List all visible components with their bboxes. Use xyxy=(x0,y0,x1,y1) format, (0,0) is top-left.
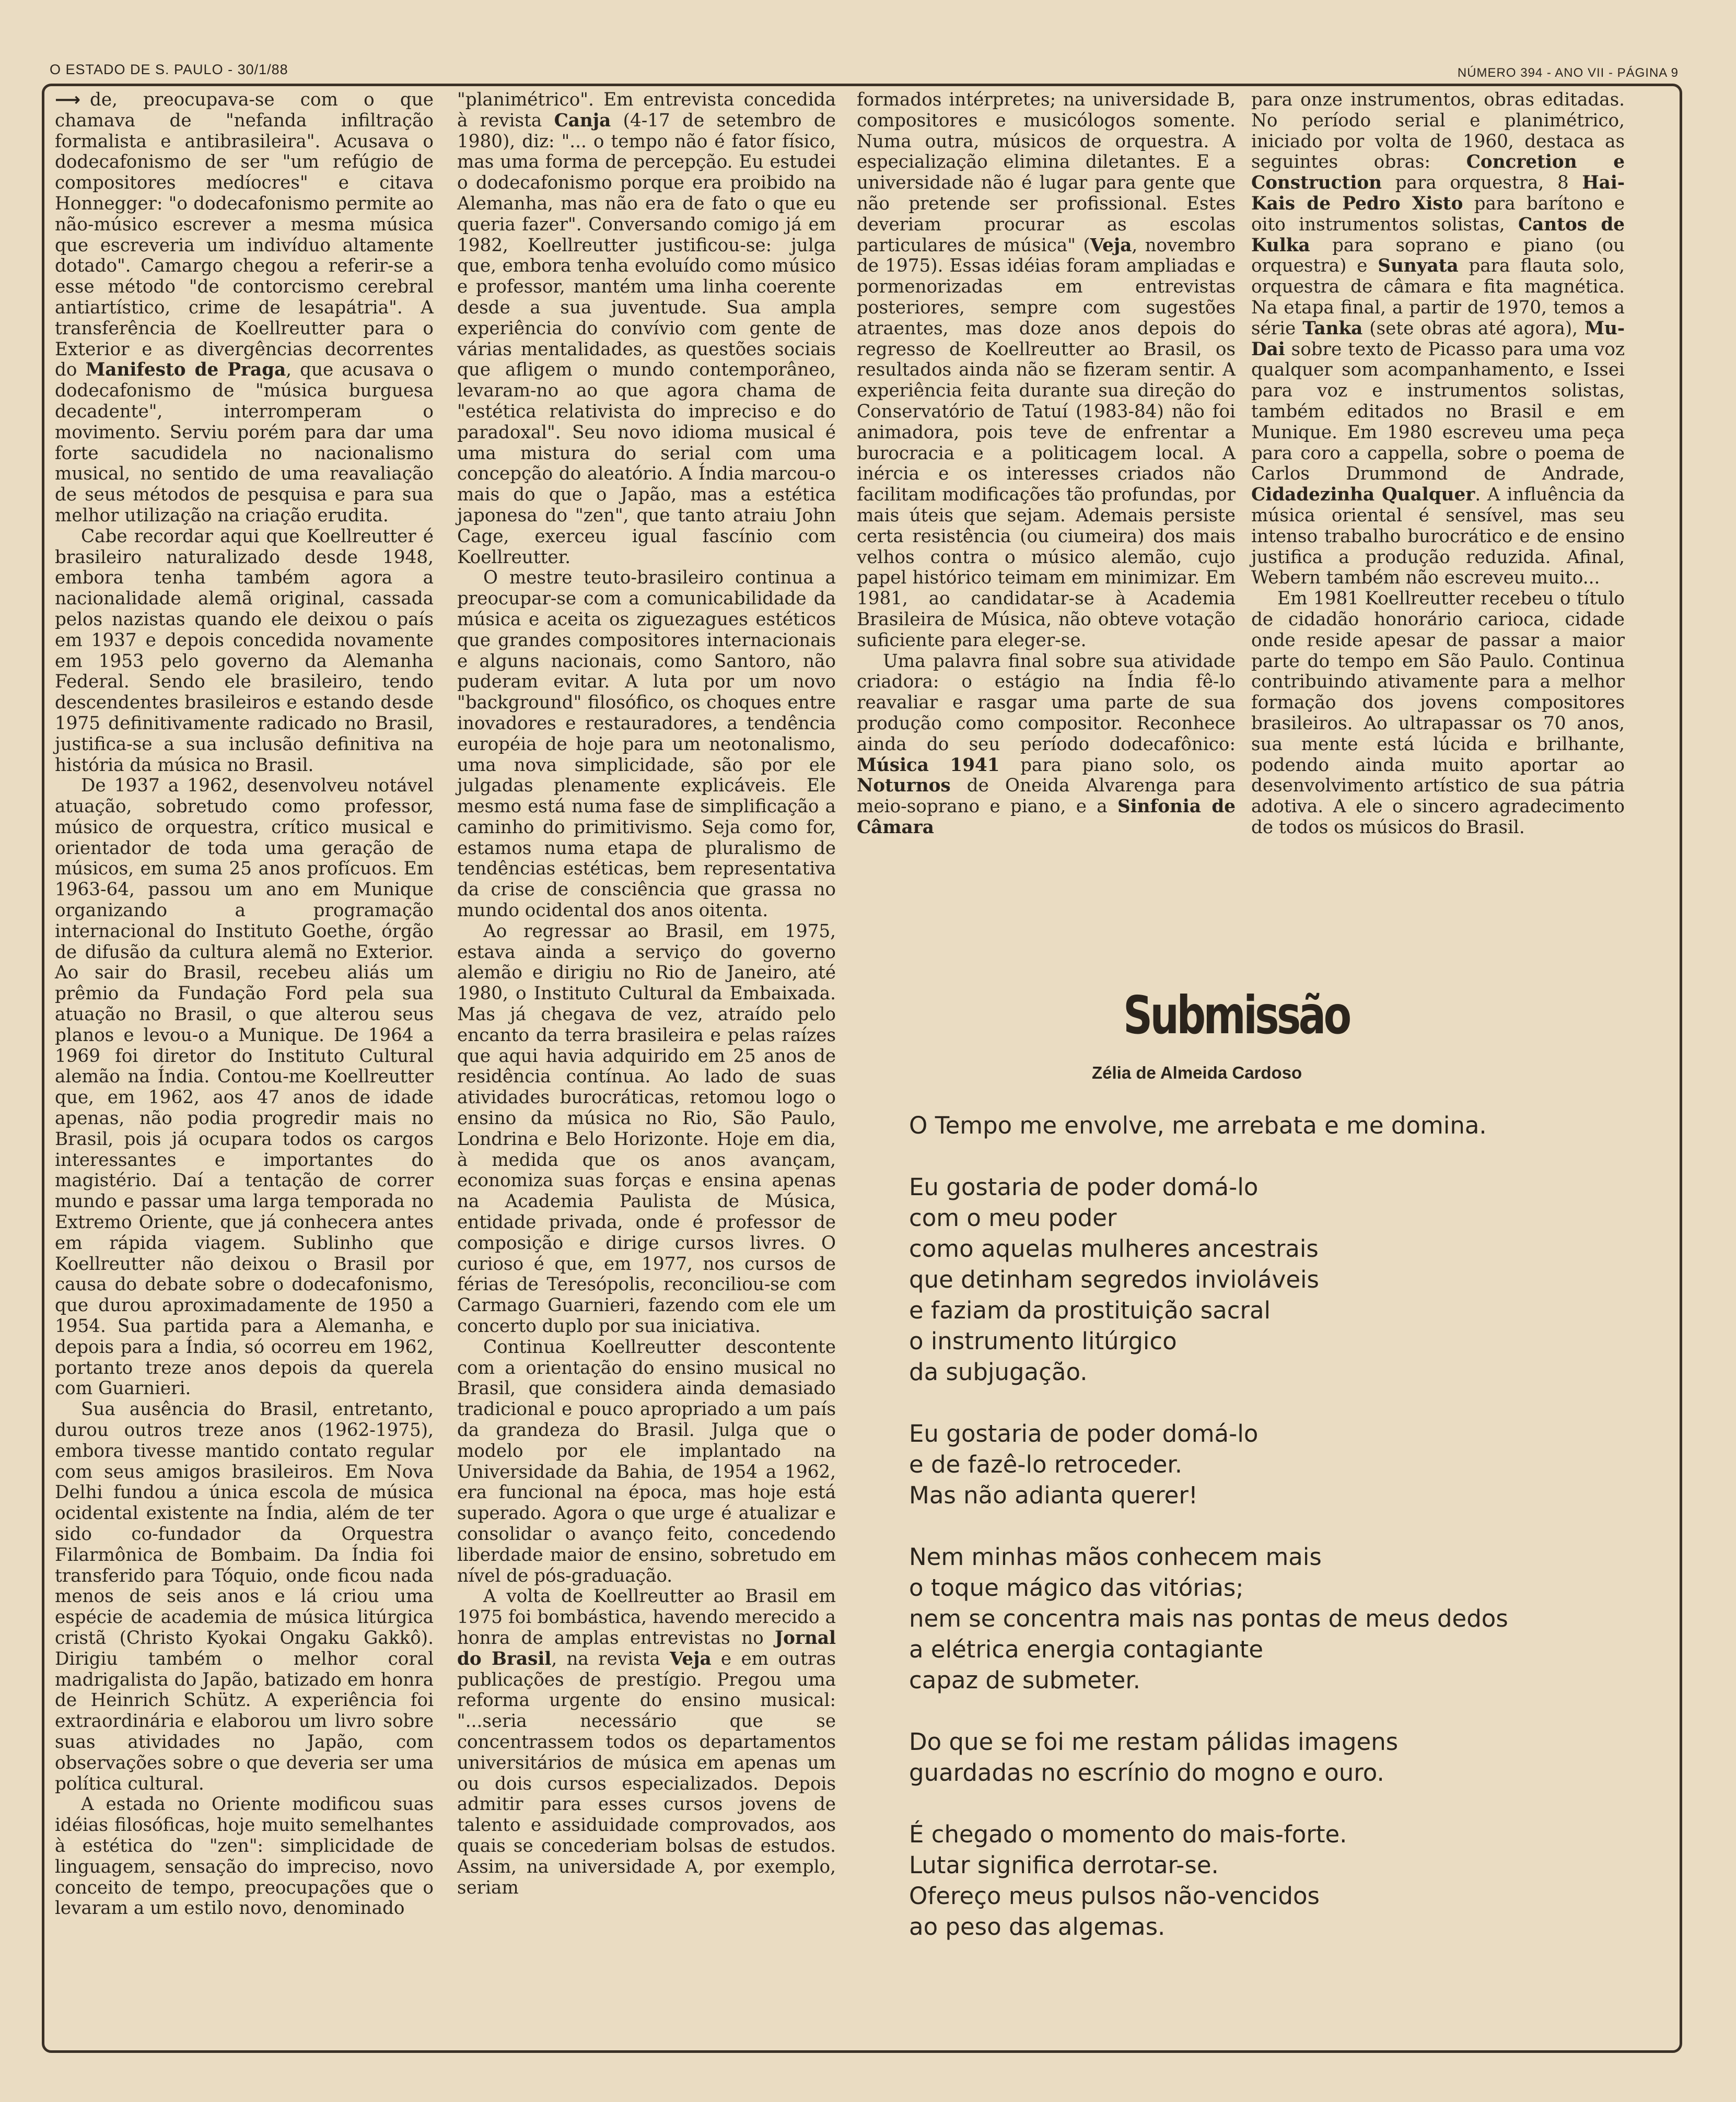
poem-line: nem se concentra mais nas pontas de meus dedos xyxy=(909,1605,1508,1632)
poem-line: É chegado o momento do mais-forte. xyxy=(909,1820,1347,1848)
poem-line: com o meu poder xyxy=(909,1204,1117,1232)
poem-line: Ofereço meus pulsos não-vencidos xyxy=(909,1882,1320,1910)
paragraph: Continua Koellreutter descontente com a orientação do ensino musical no Brasil, que considera ainda demasiado tradicional e pouco apropriado a um país da grandeza do Brasil. Julga que o modelo por ele implantado na Universidade da Bahia, de 1954 a 1962, era funcional na época, mas hoje está superado. Agora o que urge é atualizar e consolidar o avanço feito, concedendo liberdade maior de ensino, sobretudo em nível de pós-graduação. xyxy=(457,1336,836,1586)
newspaper-header: O ESTADO DE S. PAULO - 30/1/88 xyxy=(50,62,288,77)
paragraph: O mestre teuto-brasileiro continua a preocupar-se com a comunicabilidade da música e aceita os ziguezagues estéticos que grandes compositores internacionais e alguns nacionais, como Santoro, não puderam evitar. A luta por um novo "background" filosófico, os choques entre inovadores e restauradores, a tendência européia de hoje para um neotonalismo, uma nova simplicidade, são por ele julgadas plenamente explicáveis. Ele mesmo está numa fase de simplificação a caminho do primitivismo. Seja como for, estamos numa etapa de pluralismo de tendências estéticas, bem representativa da crise de consciência que grassa no mundo ocidental dos anos oitenta. xyxy=(457,567,836,921)
poem-author: Zélia de Almeida Cardoso xyxy=(1092,1063,1302,1082)
poem-line: Lutar significa derrotar-se. xyxy=(909,1851,1219,1879)
paragraph: formados intérpretes; na universidade B, compositores e musicólogos somente. Numa outra, músicos de orquestra. A especialização elimina diletantes. E a universidade não é lugar para gente que não pretende ser profissional. Estes deveriam procurar as escolas particulares de música" (Veja, novembro de 1975). Essas idéias foram ampliadas e pormenorizadas em entrevistas posteriores, sempre com sugestões atraentes, mas doze anos depois do regresso de Koellreutter ao Brasil, os resultados ainda não se fizeram sentir. A experiência feita durante sua direção do Conservatório de Tatuí (1983-84) não foi animadora, pois teve de enfrentar a burocracia e a politicagem local. A inércia e os interesses criados não facilitam modificações tão profundas, por mais úteis que sejam. Ademais persiste certa resistência (ou ciumeira) dos mais velhos contra o músico alemão, cujo papel histórico teimam em minimizar. Em 1981, ao candidatar-se à Academia Brasileira de Música, não obteve votação suficiente para eleger-se. xyxy=(857,89,1236,651)
poem-stanza xyxy=(909,1819,1640,1942)
poem-line: o instrumento litúrgico xyxy=(909,1327,1177,1355)
paragraph: Ao regressar ao Brasil, em 1975, estava ainda a serviço do governo alemão e dirigiu no Rio de Janeiro, até 1980, o Instituto Cultural da Embaixada. Mas já chegava de vez, atraído pelo encanto da terra brasileira e pelas raízes que aqui havia adquirido em 25 anos de residência contínua. Ao lado de suas atividades burocráticas, retomou logo o ensino da música no Rio, São Paulo, Londrina e Belo Horizonte. Hoje em dia, à medida que os anos avançam, economiza suas forças e ensina apenas na Academia Paulista de Música, entidade privada, onde é professor de composição e dirige cursos livres. O curioso é que, em 1977, nos cursos de férias de Teresópolis, reconciliou-se com Carmago Guarnieri, fazendo com ele um concerto duplo por sua iniciativa. xyxy=(457,920,836,1337)
poem-line: da subjugação. xyxy=(909,1358,1088,1386)
poem-title: Submissão xyxy=(1123,985,1349,1046)
continuation-arrow-icon: ⟶ xyxy=(55,89,81,110)
poem-stanza xyxy=(909,1542,1640,1696)
poem-line: Mas não adianta querer! xyxy=(909,1481,1198,1509)
poem-line: Nem minhas mãos conhecem mais xyxy=(909,1543,1322,1571)
paragraph: De 1937 a 1962, desenvolveu notável atuação, sobretudo como professor, músico de orquestra, crítico musical e orientador de toda uma geração de músicos, em suma 25 anos profícuos. Em 1963-64, passou um ano em Munique organizando a programação internacional do Instituto Goethe, órgão de difusão da cultura alemã no Exterior. Ao sair do Brasil, recebeu aliás um prêmio da Fundação Ford pela sua atuação no Brasil, o que alterou seus planos e levou-o a Munique. De 1964 a 1969 foi diretor do Instituto Cultural alemão na Índia. Contou-me Koellreutter que, em 1962, aos 47 anos de idade apenas, não podia progredir mais no Brasil, pois já ocupara todos os cargos interessantes e importantes do magistério. Daí a tentação de correr mundo e passar uma larga temporada no Extremo Oriente, que já conhecera antes em rápida viagem. Sublinho que Koellreutter não deixou o Brasil por causa do debate sobre o dodecafonismo, que durou aproximadamente de 1950 a 1954. Sua partida para a Alemanha, e depois para a Índia, só ocorreu em 1962, portanto treze anos depois da querela com Guarnieri. xyxy=(55,775,434,1399)
poem-line: e faziam da prostituição sacral xyxy=(909,1297,1271,1324)
poem-line: que detinham segredos invioláveis xyxy=(909,1266,1319,1293)
paragraph: "planimétrico". Em entrevista concedida à revista Canja (4-17 de setembro de 1980), diz: "... o tempo não é fator físico, mas uma forma de percepção. Eu estudei o dodecafonismo porque era proibido na Alemanha, mas não era de fato o que eu queria fazer". Conversando comigo já em 1982, Koellreutter justificou-se: julga que, embora tenha evoluído como músico e professor, mantém uma linha coerente desde a sua juventude. Sua ampla experiência do convívio com gente de várias mentalidades, as questões sociais que afligem o mundo contemporâneo, levaram-no ao que agora chama de "estética relativista do impreciso e do paradoxal". Seu novo idioma musical é uma mistura do serial com uma concepção do aleatório. A Índia marcou-o mais do que o Japão, mas a estética japonesa do "zen", que tanto atraiu John Cage, exerceu igual fascínio com Koellreutter. xyxy=(457,89,836,568)
article-column-1 xyxy=(55,90,434,2033)
poem-stanza xyxy=(909,1726,1640,1788)
paragraph: para onze instrumentos, obras editadas. No período serial e planimétrico, iniciado por volta de 1960, destaca as seguintes obras: Concretion e Construction para orquestra, 8 Hai-Kais de Pedro Xisto para barítono e oito instrumentos solistas, Cantos de Kulka para soprano e piano (ou orquestra) e Sunyata para flauta solo, orquestra de câmara e fita magnética. Na etapa final, a partir de 1970, temos a série Tanka (sete obras até agora), Mu-Dai sobre texto de Picasso para uma voz qualquer som acompanhamento, e Issei para voz e instrumentos solistas, também editados no Brasil e em Munique. Em 1980 escreveu uma peça para coro a cappella, sobre o poema de Carlos Drummond de Andrade, Cidadezinha Qualquer. A influência da música oriental é sensível, mas seu intenso trabalho burocrático e de ensino justifica a produção reduzida. Afinal, Webern também não escreveu muito... xyxy=(1251,89,1625,589)
poem-line: Do que se foi me restam pálidas imagens xyxy=(909,1728,1399,1756)
poem-stanza xyxy=(909,1110,1640,1141)
paragraph: ⟶ de, preocupava-se com o que chamava de "nefanda infiltração formalista e antibrasileira". Acusava o dodecafonismo de ser "um refúgio de compositores medíocres" e citava Honnegger: "o dodecafonismo permite ao não-músico escrever a mesma música que escreveria um indivíduo altamente dotado". Camargo chegou a referir-se a esse método "de contorcismo cerebral antiartístico, crime de lesapátria". A transferência de Koellreutter para o Exterior e as divergências decorrentes do Manifesto de Praga, que acusava o dodecafonismo de "música burguesa decadente", interromperam o movimento. Serviu porém para dar uma forte sacudidela no nacionalismo musical, no sentido de uma reavaliação de seus métodos de pesquisa e para sua melhor utilização na criação erudita. xyxy=(55,89,434,526)
article-column-2 xyxy=(457,90,836,2033)
poem-line: Eu gostaria de poder domá-lo xyxy=(909,1420,1259,1447)
poem-line: Eu gostaria de poder domá-lo xyxy=(909,1173,1259,1201)
poem-body xyxy=(909,1110,1640,1973)
paragraph: Em 1981 Koellreutter recebeu o título de cidadão honorário carioca, cidade onde reside apesar de passar a maior parte do tempo em São Paulo. Continua contribuindo ativamente para a melhor formação dos jovens compositores brasileiros. Ao ultrapassar os 70 anos, sua mente está lúcida e brilhante, podendo ainda muito aportar ao desenvolvimento artístico de sua pátria adotiva. A ele o sincero agradecimento de todos os músicos do Brasil. xyxy=(1251,588,1625,838)
paragraph: Sua ausência do Brasil, entretanto, durou outros treze anos (1962-1975), embora tivesse mantido contato regular com seus amigos brasileiros. Em Nova Delhi fundou a única escola de música ocidental existente na Índia, além de ter sido co-fundador da Orquestra Filarmônica de Bombaim. Da Índia foi transferido para Tóquio, onde ficou nada menos de seis anos e lá criou uma espécie de academia de música litúrgica cristã (Christo Kyokai Ongaku Gakkô). Dirigiu também o melhor coral madrigalista do Japão, batizado em honra de Heinrich Schütz. A experiência foi extraordinária e elaborou um livro sobre suas atividades no Japão, com observações sobre o que deveria ser uma política cultural. xyxy=(55,1399,434,1794)
paragraph: A estada no Oriente modificou suas idéias filosóficas, hoje muito semelhantes à estética do "zen": simplicidade de linguagem, sensação do impreciso, novo conceito de tempo, preocupações que o levaram a um estilo novo, denominado xyxy=(55,1794,434,1919)
poem-line: e de fazê-lo retroceder. xyxy=(909,1451,1183,1478)
poem-line: O Tempo me envolve, me arrebata e me domina. xyxy=(909,1112,1487,1139)
poem-line: como aquelas mulheres ancestrais xyxy=(909,1235,1319,1263)
poem-stanza xyxy=(909,1172,1640,1387)
paragraph: Cabe recordar aqui que Koellreutter é brasileiro naturalizado desde 1948, embora tenha também agora a nacionalidade alemã original, cassada pelos nazistas quando ele deixou o país em 1937 e depois concedida novamente em 1953 pelo governo da Alemanha Federal. Sendo ele brasileiro, tendo descendentes brasileiros e estando desde 1975 definitivamente radicado no Brasil, justifica-se a sua inclusão definitiva na história da música no Brasil. xyxy=(55,526,434,776)
poem-line: o toque mágico das vitórias; xyxy=(909,1574,1244,1602)
poem-stanza xyxy=(909,1418,1640,1511)
paragraph: A volta de Koellreutter ao Brasil em 1975 foi bombástica, havendo merecido a honra de amplas entrevistas no Jornal do Brasil, na revista Veja e em outras publicações de prestígio. Pregou uma reforma urgente do ensino musical: "...seria necessário que se concentrassem todos os departamentos universitários de música em apenas um ou dois cursos especializados. Depois admitir para esses cursos jovens de talento e assiduidade comprovados, aos quais se concederiam bolsas de estudos. Assim, na universidade A, por exemplo, seriam xyxy=(457,1586,836,1898)
poem-line: guardadas no escrínio do mogno e ouro. xyxy=(909,1759,1384,1786)
poem-line: capaz de submeter. xyxy=(909,1666,1140,1694)
article-column-3 xyxy=(857,90,1236,884)
paragraph: Uma palavra final sobre sua atividade criadora: o estágio na Índia fê-lo reavaliar e rasgar uma parte de sua produção como compositor. Reconhece ainda do seu período dodecafônico: Música 1941 para piano solo, os Noturnos de Oneida Alvarenga para meio-soprano e piano, e a Sinfonia de Câmara xyxy=(857,650,1236,838)
poem-line: ao peso das algemas. xyxy=(909,1913,1166,1941)
poem-line: a elétrica energia contagiante xyxy=(909,1636,1264,1663)
article-column-4 xyxy=(1251,90,1625,884)
page-number: NÚMERO 394 - ANO VII - PÁGINA 9 xyxy=(1457,66,1679,80)
